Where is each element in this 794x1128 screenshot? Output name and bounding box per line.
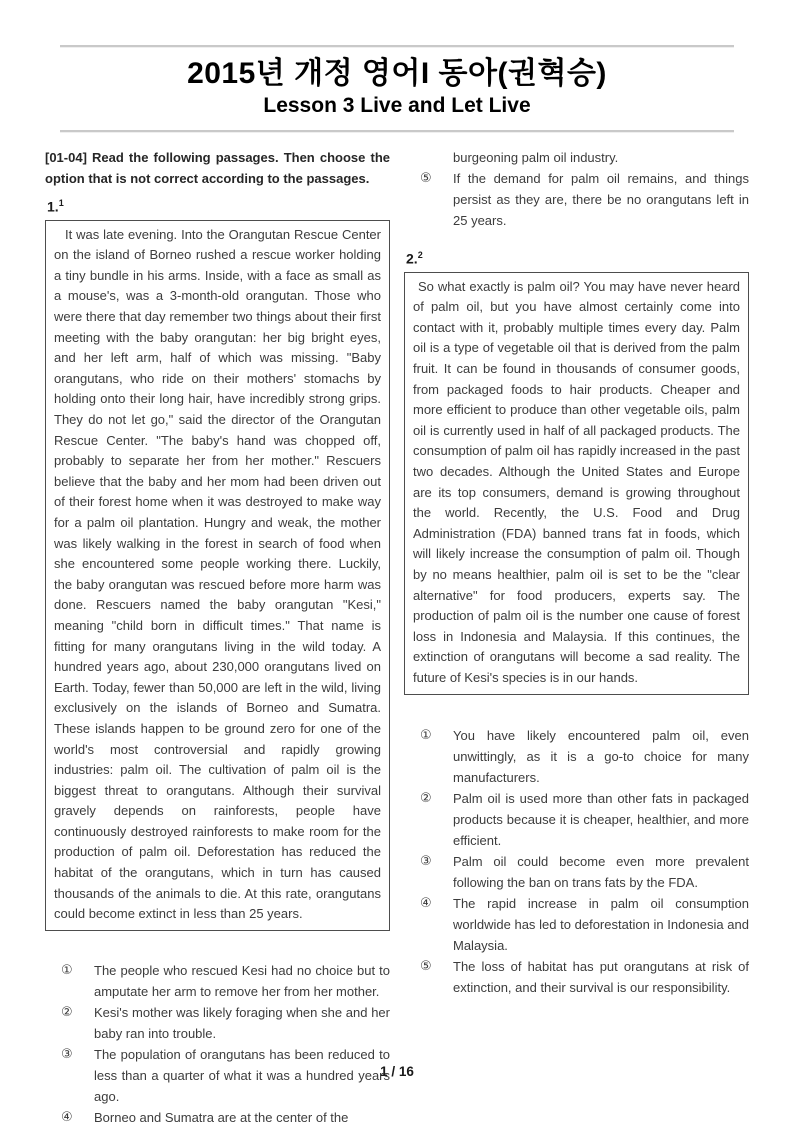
q1-option-5: [404, 168, 749, 231]
section-instructions: [01-04] Read the following passages. Then choose the option that is not correct according to the passages.: [45, 150, 390, 186]
header-rule-top: [60, 45, 734, 47]
option-text: The people who rescued Kesi had no choice but to amputate her arm to remove her from her mother.: [94, 962, 390, 999]
option-marker: ①: [61, 962, 73, 978]
passage-1-text: It was late evening. Into the Orangutan Rescue Center on the island of Borneo rushed a rescue worker holding a tiny bundle in his arms. Inside, with a face as small as a mouse's, was a 3-month-old orangutan. Those who were there that day remember two things about their first meeting with the baby orangutan: her big bright eyes, and her left arm, half of which was missing. "Baby orangutans, who ride on their mothers' stomachs by holding onto their long hair, have incredibly strong grips. They do not let go," said the director of the Orangutan Rescue Center. "The baby's hand was chopped off, probably to separate her from her mother." Rescuers believe that the baby and her mom had been driven out of their forest home when it was destroyed to make way for a palm oil plantation. Hungry and weak, the mother was likely walking in the forest in search of food when she encountered some people working there. Luckily, the baby orangutan was rescued before more harm was done. Rescuers named the baby orangutan "Kesi," meaning "child born in difficult times." That name is fitting for many orangutans living in the wild today. A hundred years ago, about 230,000 orangutans lived on Earth. Today, fewer than 50,000 are left in the wild, living exclusively on the islands of Borneo and Sumatra. These islands happen to be ground zero for one of the world's most controversial and rapidly growing industries: palm oil. The cultivation of palm oil is the biggest threat to orangutans. Although their survival gravely depends on rainforests, people have continuously destroyed rainforests to make room for the production of palm oil. Deforestation has reduced the habitat of the orangutans, which in turn has caused thousands of the animals to die. At this rate, orangutans could become extinct in less than 25 years.: [54, 226, 381, 922]
left-column: [45, 147, 390, 1128]
option-text: Palm oil could become even more prevalent following the ban on trans fats by the FDA.: [453, 853, 749, 890]
q2-option-2: [404, 788, 749, 851]
two-column-body: [0, 132, 794, 1128]
passage-2-box: [404, 272, 749, 695]
option-text: If the demand for palm oil remains, and things persist as they are, there be no orangutans left in 25 years.: [453, 171, 749, 228]
option-marker: ⑤: [420, 958, 432, 974]
document-header: [0, 0, 794, 132]
q2-option-1: [404, 725, 749, 788]
q1-option-4: [45, 1107, 390, 1128]
question-1-options: [45, 960, 390, 1128]
option-marker: ①: [420, 727, 432, 743]
right-column: [404, 147, 749, 1128]
option-text: You have likely encountered palm oil, even unwittingly, as it is a go-to choice for many manufacturers.: [453, 727, 749, 785]
page-number: 1 / 16: [380, 1064, 414, 1079]
option-text: The loss of habitat has put orangutans at risk of extinction, and their survival is our responsibility.: [453, 958, 749, 995]
question-2-label: [406, 245, 749, 269]
page-subtitle: Lesson 3 Live and Let Live: [263, 94, 531, 117]
question-1-number: 1.: [47, 198, 59, 215]
passage-2-text: So what exactly is palm oil? You may have never heard of palm oil, but you have almost certainly come into contact with it, probably multiple times every day. Palm oil is a type of vegetable oil that is derived from the palm fruit. It can be found in thousands of consumer goods, from packaged foods to hair products. Cheaper and more efficient to produce than other vegetable oils, palm oil is currently used in half of all packaged products. The consumption of palm oil has rapidly increased in the past two decades. Although the United States and Europe are its top consumers, demand is growing throughout the world. Recently, the U.S. Food and Drug Administration (FDA) banned trans fat in foods, which will likely increase the consumption of palm oil. Though by no means healthier, palm oil is set to be the "clear alternative" for food producers, experts say. The production of palm oil is the number one cause of forest loss in Indonesia and Malaysia. If this continues, the extinction of orangutans will become a sad reality. The future of Kesi's species is in our hands.: [413, 278, 740, 685]
option-marker: ④: [61, 1109, 73, 1125]
option-text: The population of orangutans has been reduced to less than a quarter of what it was a hundred years ago.: [94, 1046, 390, 1104]
passage-1-box: [45, 220, 390, 931]
page-title: 2015년 개정 영어I 동아(권혁승): [187, 57, 607, 90]
question-1-label: [47, 193, 390, 217]
option-marker: ③: [420, 853, 432, 869]
option-marker: ③: [61, 1046, 73, 1062]
q1-option-4-continuation: burgeoning palm oil industry.: [453, 150, 619, 165]
question-2-number: 2.: [406, 250, 418, 267]
option-text: Borneo and Sumatra are at the center of the: [94, 1109, 349, 1125]
question-2-options: [404, 725, 749, 998]
q1-option-1: [45, 960, 390, 1002]
q2-option-4: [404, 893, 749, 956]
option-text: Kesi's mother was likely foraging when she and her baby ran into trouble.: [94, 1004, 390, 1041]
option-marker: ②: [420, 790, 432, 806]
question-1-endnote-ref: 1: [58, 198, 64, 208]
option-text: Palm oil is used more than other fats in packaged products because it is cheaper, healthier, and more efficient.: [453, 790, 749, 848]
question-2-endnote-ref: 2: [417, 250, 423, 260]
option-text: The rapid increase in palm oil consumption worldwide has led to deforestation in Indonesia and Malaysia.: [453, 895, 749, 953]
option-marker: ⑤: [420, 171, 432, 186]
option-marker: ④: [420, 895, 432, 911]
option-marker: ②: [61, 1004, 73, 1020]
q1-option-2: [45, 1002, 390, 1044]
q2-option-5: [404, 956, 749, 998]
q2-option-3: [404, 851, 749, 893]
